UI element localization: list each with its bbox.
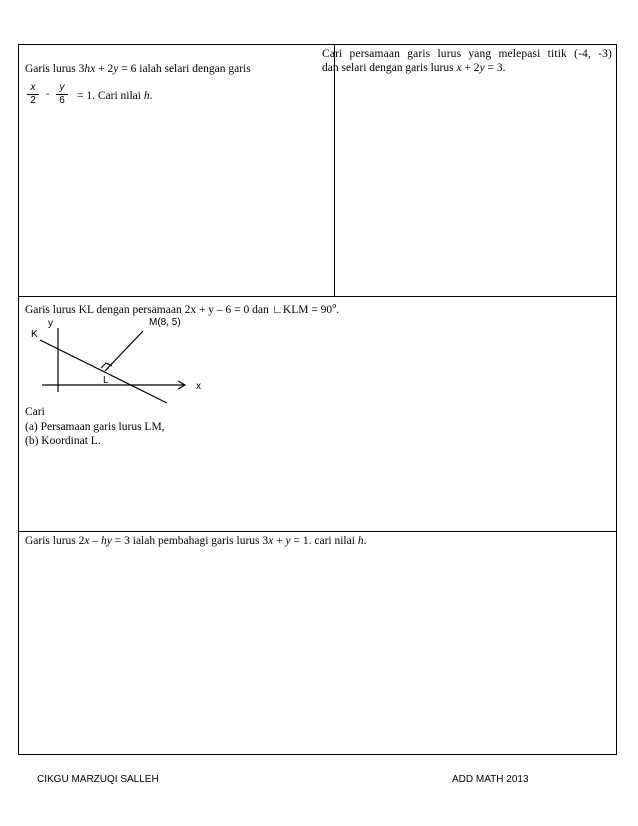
q3-cari: Cari [25, 406, 45, 418]
footer-author: CIKGU MARZUQI SALLEH [37, 774, 159, 785]
diagram-label-k: K [31, 329, 38, 340]
q1-fraction-x-over-2: $\frac{x}{2}$ [27, 82, 39, 107]
q3-part-a: (a) Persamaan garis lurus LM, [25, 421, 165, 433]
q4-statement: Garis lurus 2x – hy = 3 ialah pembahagi garis lurus 3x + y = 1. cari nilai h. [25, 535, 367, 547]
q1-equation-tail: = 1. Cari nilai h. [77, 90, 153, 102]
diagram-label-m: M(8, 5) [149, 317, 181, 328]
diagram-label-x: x [196, 381, 201, 392]
q2-line-2: dan selari dengan garis lurus x + 2y = 3. [322, 62, 506, 74]
q3-part-b: (b) Koordinat L. [25, 435, 101, 447]
right-angle-marker [101, 363, 112, 368]
q1-minus-sign: - [46, 89, 50, 100]
q2-line-1: Cari persamaan garis lurus yang melepasi titik (-4, -3) [322, 48, 612, 60]
q1-statement: Garis lurus 3hx + 2y = 6 ialah selari dengan garis [25, 63, 251, 75]
q3-statement: Garis lurus KL dengan persamaan 2x + y – 6 = 0 dan ∟KLM = $90^o$. [25, 301, 340, 316]
line-kl [40, 340, 167, 403]
diagram-label-y: y [48, 318, 53, 329]
footer-subject-year: ADD MATH 2013 [452, 774, 529, 785]
q1-fraction-y-over-6: $\frac{y}{6}$ [56, 82, 68, 107]
diagram-label-l: L [103, 375, 109, 386]
